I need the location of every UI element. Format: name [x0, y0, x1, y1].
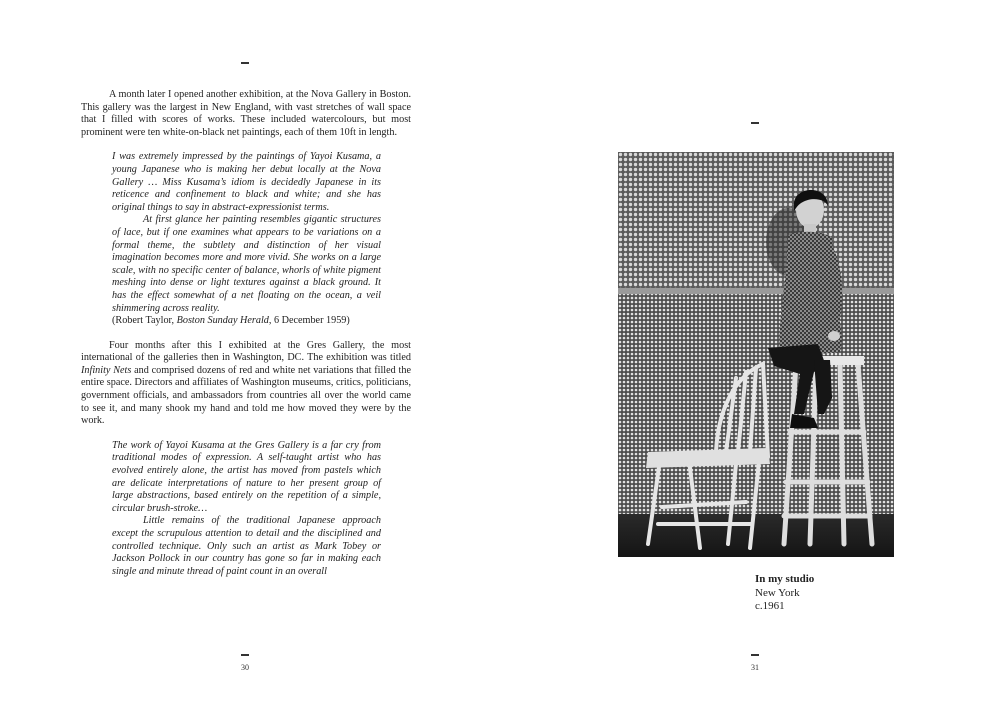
quote-1-part-1: I was extremely impressed by the paintings of Yayoi Kusama, a young Japanese who is making her debut locally at the Nova Gallery … Miss Kusama’s idiom is decidedly Japanese in its reticence and confinement to black and white; and she has original things to say in abstract-expressionist terms.	[112, 151, 381, 213]
caption-date: c.1961	[755, 600, 785, 612]
studio-photo-illustration	[618, 152, 894, 557]
paragraph-2-after-title: and comprised dozens of red and white net variations that filled the entire space. Directors and affiliates of Washington museums, critics, politicians, government officials, and ambassadors from countries all over the world came to see it, and many shook my hand and told me how moved they were by the work.	[81, 364, 411, 427]
quote-1-part-2: At first glance her painting resembles gigantic structures of lace, but if one examines what appears to be variations on a formal theme, the subtlety and distinction of her visual imagination becomes more and more vivid. She works on a large scale, with no specific center of balance, whorls of white pigment meshing into dense or light textures against a black ground. It has the effect somewhat of a net floating on the ocean, a veil shimmering across reality.	[112, 214, 381, 314]
quote-1-citation	[112, 315, 381, 328]
page-number-right: 31	[751, 663, 759, 672]
quote-gres-gallery-review	[112, 440, 381, 579]
bottom-dash-mark	[751, 654, 759, 656]
page-number-left: 30	[241, 663, 249, 672]
quote-robert-taylor	[112, 151, 381, 327]
citation-author: (Robert Taylor,	[112, 315, 177, 327]
citation-source: Boston Sunday Herald	[176, 315, 269, 327]
quote-2-part-1: The work of Yayoi Kusama at the Gres Gallery is a far cry from traditional modes of expression. A self-taught artist who has evolved entirely alone, the artist has moved from pastels which are delicate interpretations of nature to her present group of large abstractions, based entirely on the repetition of a simple, circular brush-stroke…	[112, 439, 381, 514]
caption-place: New York	[755, 586, 800, 599]
exhibition-title: Infinity Nets	[81, 364, 132, 376]
studio-photograph	[618, 152, 894, 557]
caption-title: In my studio	[755, 573, 815, 585]
bottom-dash-mark	[241, 654, 249, 656]
top-dash-mark	[751, 122, 759, 124]
paragraph-2-before-title: Four months after this I exhibited at the Gres Gallery, the most international of the galleries then in Washington, DC. The exhibition was titled	[81, 339, 411, 364]
citation-date: , 6 December 1959)	[268, 315, 350, 327]
paragraph-nova-gallery: A month later I opened another exhibition, at the Nova Gallery in Boston. This gallery was the largest in New England, with vast stretches of wall space that I filled with scores of works. These included watercolours, but most prominent were ten white-on-black net paintings, each of them 10ft in length.	[81, 89, 411, 138]
body-text	[81, 89, 411, 578]
right-page	[500, 0, 1000, 708]
top-dash-mark	[241, 62, 249, 64]
photo-caption	[755, 573, 814, 614]
quote-2-part-2: Little remains of the traditional Japanese approach except the scrupulous attention to detail and the disciplined and controlled technique. Only such an artist as Mark Tobey or Jackson Pollock in our country has gone so far in making each single and minute thread of paint count in an overall	[112, 515, 381, 577]
paragraph-gres-gallery	[81, 340, 411, 428]
